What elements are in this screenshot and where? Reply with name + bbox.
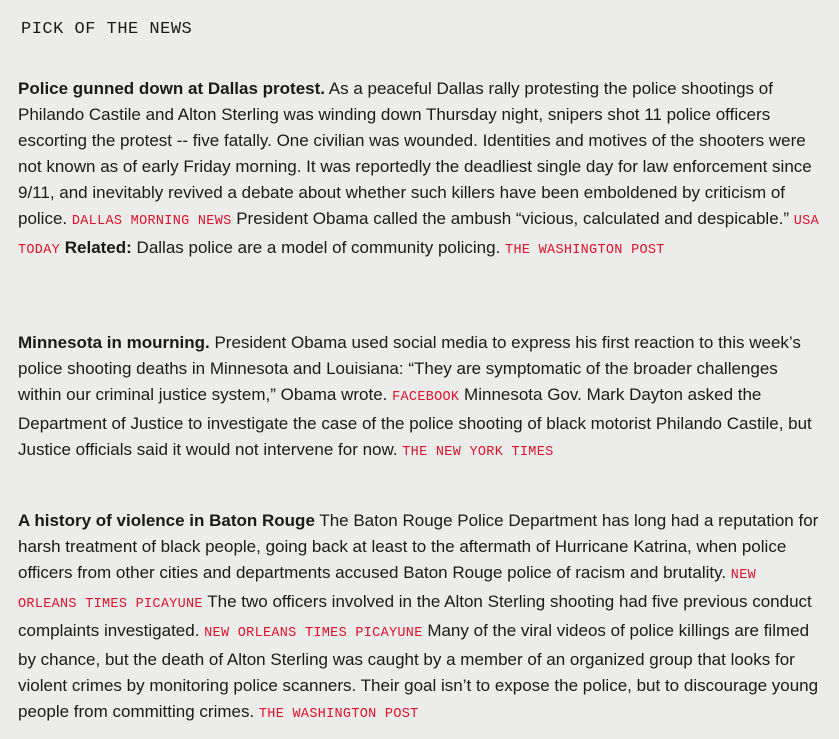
story-text: As a peaceful Dallas rally protesting the police shootings of Philando Castile and Alton Sterling was winding down Thursday night, snipers shot 11 police officers escorting the protest -- five fatally. One civilian was wounded. Identities and motives of the shooters were not known as of early Friday morning. It was reportedly the deadliest single day for law enforcement since 9/11, and inevitably revived a debate about whether such killers have been emboldened by criticism of police. — [18, 79, 812, 228]
source-link-washington-post[interactable]: THE WASHINGTON POST — [258, 707, 419, 722]
source-link-new-york-times[interactable]: THE NEW YORK TIMES — [402, 445, 554, 460]
story-dallas-protest — [18, 76, 823, 264]
story-text: The Baton Rouge Police Department has long had a reputation for harsh treatment of black people, going back at least to the aftermath of Hurricane Katrina, when police officers from other cities and departments accused Baton Rouge police of racism and brutality. — [18, 511, 819, 582]
story-text: Dallas police are a model of community policing. — [131, 238, 506, 257]
section-title: PICK OF THE NEWS — [21, 20, 193, 39]
source-link-washington-post[interactable]: THE WASHINGTON POST — [505, 243, 665, 258]
story-minnesota-mourning — [18, 330, 823, 466]
story-text: Many of the viral videos of police killings are filmed by chance, but the death of Alton Sterling was caught by a member of an organized group that looks for violent crimes by monitoring police scanners. Their goal isn’t to expose the police, but to discourage young people from committing crimes. — [18, 621, 819, 721]
source-link-dallas-morning-news[interactable]: DALLAS MORNING NEWS — [71, 214, 232, 229]
source-link-times-picayune[interactable]: NEW ORLEANS TIMES PICAYUNE — [204, 626, 423, 641]
source-link-times-picayune[interactable]: NEW ORLEANS TIMES PICAYUNE — [18, 568, 757, 612]
story-headline: A history of violence in Baton Rouge — [18, 511, 315, 530]
story-text: President Obama called the ambush “vicious, calculated and despicable.” — [231, 209, 794, 228]
story-headline: Police gunned down at Dallas protest. — [18, 79, 325, 98]
source-link-usa-today[interactable]: USA TODAY — [18, 214, 819, 258]
story-text: Minnesota Gov. Mark Dayton asked the Department of Justice to investigate the case of the police shooting of black motorist Philando Castile, but Justice officials said it would not intervene for now. — [18, 385, 812, 459]
story-text: President Obama used social media to express his first reaction to this week’s police shooting deaths in Minnesota and Louisiana: “They are symptomatic of the broader challenges within our criminal justice system,” Obama wrote. — [18, 333, 801, 404]
story-baton-rouge-history — [18, 508, 823, 728]
story-text: The two officers involved in the Alton Sterling shooting had five previous conduct complaints investigated. — [18, 592, 812, 640]
source-link-facebook[interactable]: FACEBOOK — [392, 390, 460, 405]
related-label: Related: — [60, 238, 132, 257]
story-headline: Minnesota in mourning. — [18, 333, 210, 352]
